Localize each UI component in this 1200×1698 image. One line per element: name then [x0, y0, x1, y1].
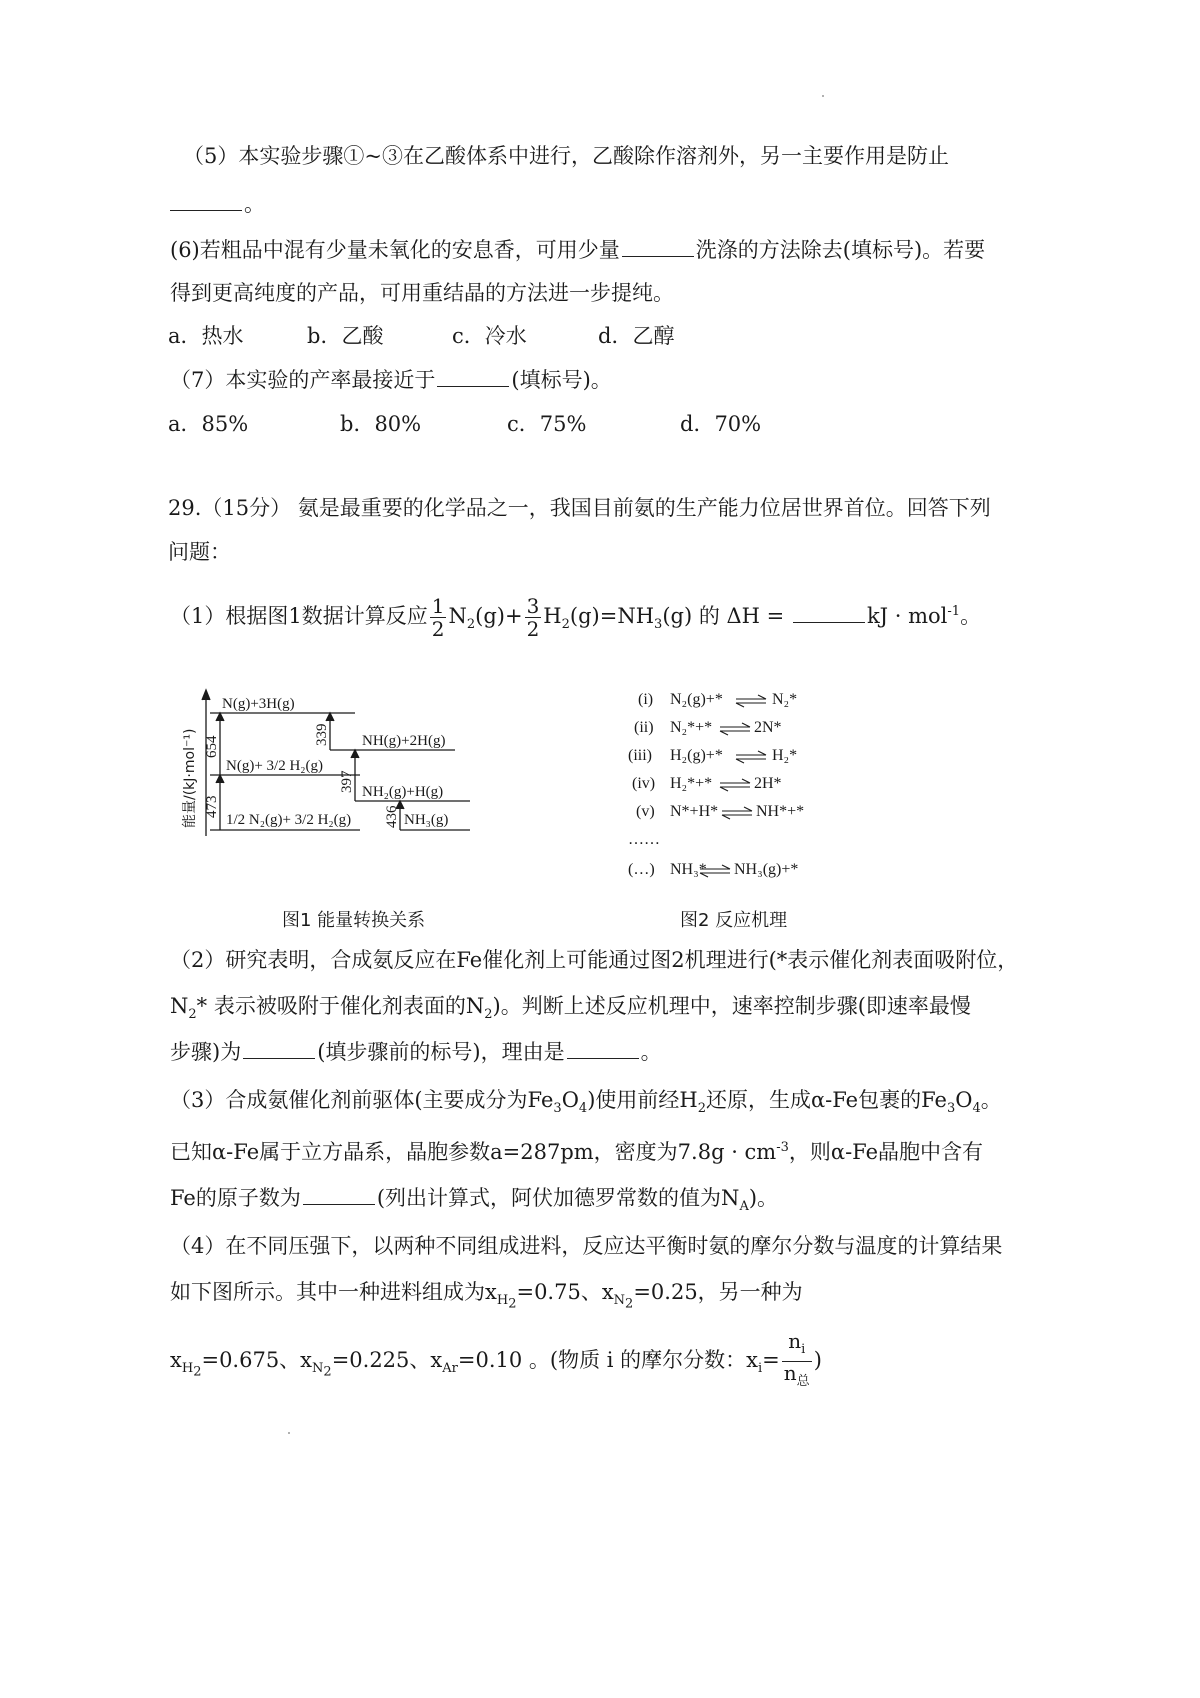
q6-option-b: b．乙酸 [307, 324, 384, 348]
energy-value-339: 339 [314, 723, 330, 746]
energy-level-n32h: N(g)+ 3/2 H₂(g) [226, 758, 324, 774]
q6-line1: (6)若粗品中混有少量未氧化的安息香，可用少量 洗涤的方法除去(填标号)。若要 [170, 238, 986, 262]
step-tag: (iii) [628, 747, 652, 764]
q29-part2-line1: （2）研究表明，合成氨反应在Fe催化剂上可能通过图2机理进行(*表示催化剂表面吸附位， [170, 948, 1019, 972]
fraction: $\frac{1}{2}$ [431, 594, 445, 641]
energy-level-reactants: 1/2 N₂(g)+ 3/2 H₂(g) [226, 812, 352, 828]
step-lhs: N₂*+* [670, 719, 713, 736]
step-lhs: N₂(g)+* [670, 691, 723, 708]
energy-level-top: N(g)+3H(g) [222, 696, 295, 712]
q29-part2-line2: $N_2*$ 表示被吸附于催化剂表面的$N_2$)。判断上述反应机理中，速率控制步骤(即速率最慢 [170, 994, 971, 1023]
q6-option-a: a．热水 [168, 324, 244, 348]
answer-blank[interactable] [437, 368, 509, 387]
q6-option-d: d．乙醇 [598, 324, 675, 348]
scan-dot [288, 1432, 290, 1434]
step-lhs: NH₃* [670, 861, 707, 878]
q29-part2-line3: 步骤)为 (填步骤前的标号)，理由是 。 [170, 1040, 662, 1064]
answer-blank[interactable] [622, 238, 694, 257]
q7-option-c: c．75% [507, 412, 587, 436]
step-tag: (…) [628, 861, 655, 878]
answer-blank[interactable] [303, 1186, 375, 1205]
q7-option-a: a．85% [168, 412, 249, 436]
energy-level-nh: NH(g)+2H(g) [362, 733, 446, 749]
step-rhs: NH₃(g)+* [734, 861, 799, 878]
q6-line2: 得到更高纯度的产品，可用重结晶的方法进一步提纯。 [170, 281, 674, 305]
q29-part1: （1）根据图1数据计算反应 $\frac{1}{2}$ $N_2(g)+$ $\frac{3}{2}$ $H_2(g)=NH_3(g)$ 的 ΔH = kJ · mol$^{-1}$。 [170, 594, 982, 641]
q29-part3-line1: （3）合成氨催化剂前驱体(主要成分为$Fe_3O_4$)使用前经$H_2$还原，生成α-Fe包裹的$Fe_3O_4$。 [170, 1088, 1002, 1117]
q29-part3-line2: 已知α-Fe属于立方晶系，晶胞参数a=287pm，密度为$7.8g \cdot cm^{-3}$，则α-Fe晶胞中含有 [170, 1140, 984, 1164]
energy-value-654: 654 [204, 735, 220, 758]
step-lhs: H₂*+* [670, 775, 713, 792]
q7-option-d: d．70% [680, 412, 762, 436]
step-tag: (i) [638, 691, 654, 708]
q29-part3-line3: Fe的原子数为 (列出计算式，阿伏加德罗常数的值为$N_A$)。 [170, 1186, 779, 1215]
answer-blank[interactable] [170, 192, 242, 211]
step-rhs: 2H* [754, 775, 782, 792]
energy-diagram [170, 688, 510, 838]
answer-blank[interactable] [793, 604, 865, 623]
figure1-caption: 图1 能量转换关系 [282, 910, 426, 931]
step-rhs: 2N* [754, 719, 782, 736]
step-lhs: N*+H* [670, 803, 719, 820]
step-tag: (iv) [632, 775, 656, 792]
energy-value-397: 397 [339, 770, 355, 793]
energy-axis-label: 能量/(kJ·mol⁻¹) [182, 728, 198, 828]
reaction-mechanism [624, 688, 864, 888]
q7-option-b: b．80% [340, 412, 422, 436]
q6-option-c: c．冷水 [452, 324, 527, 348]
q7-line: （7）本实验的产率最接近于 (填标号)。 [170, 368, 612, 392]
figure2-caption: 图2 反应机理 [680, 910, 788, 931]
q29-line2: 问题： [168, 540, 231, 564]
step-rhs: N₂* [772, 691, 798, 708]
q29-line1: 29.（15分） 氨是最重要的化学品之一，我国目前氨的生产能力位居世界首位。回答下列 [168, 496, 991, 520]
answer-blank[interactable] [567, 1040, 639, 1059]
scan-dot [822, 95, 824, 97]
energy-value-436: 436 [384, 805, 400, 828]
step-ellipsis: …… [628, 831, 660, 848]
fraction: $\frac{3}{2}$ [526, 594, 540, 641]
step-tag: (ii) [634, 719, 654, 736]
step-lhs: H₂(g)+* [670, 747, 723, 764]
fraction: $\frac{n_i}{n_总}$ [783, 1329, 810, 1389]
q29-part4-line1: （4）在不同压强下，以两种不同组成进料，反应达平衡时氨的摩尔分数与温度的计算结果 [170, 1234, 1003, 1258]
energy-level-nh2: NH₂(g)+H(g) [362, 784, 444, 800]
energy-value-473: 473 [204, 795, 220, 818]
answer-blank[interactable] [243, 1040, 315, 1059]
q29-part4-line2: 如下图所示。其中一种进料组成为$x_{H_2}=0.75$、$x_{N_2}=0.25$，另一种为 [170, 1280, 803, 1312]
step-tag: (v) [636, 803, 655, 820]
q5-line1: （5）本实验步骤①~③在乙酸体系中进行，乙酸除作溶剂外，另一主要作用是防止 [183, 144, 949, 168]
q29-part4-line3: $x_{H_2}=0.675$、$x_{N_2}=0.225$、$x_{Ar}=0.10$ 。(物质 i 的摩尔分数：$x_i=$ $\frac{n_i}{n_总}$ ) [170, 1330, 822, 1403]
q5-line2: 。 [168, 190, 265, 218]
step-rhs: NH*+* [756, 803, 805, 820]
step-rhs: H₂* [772, 747, 798, 764]
energy-level-nh3: NH₃(g) [404, 812, 449, 828]
